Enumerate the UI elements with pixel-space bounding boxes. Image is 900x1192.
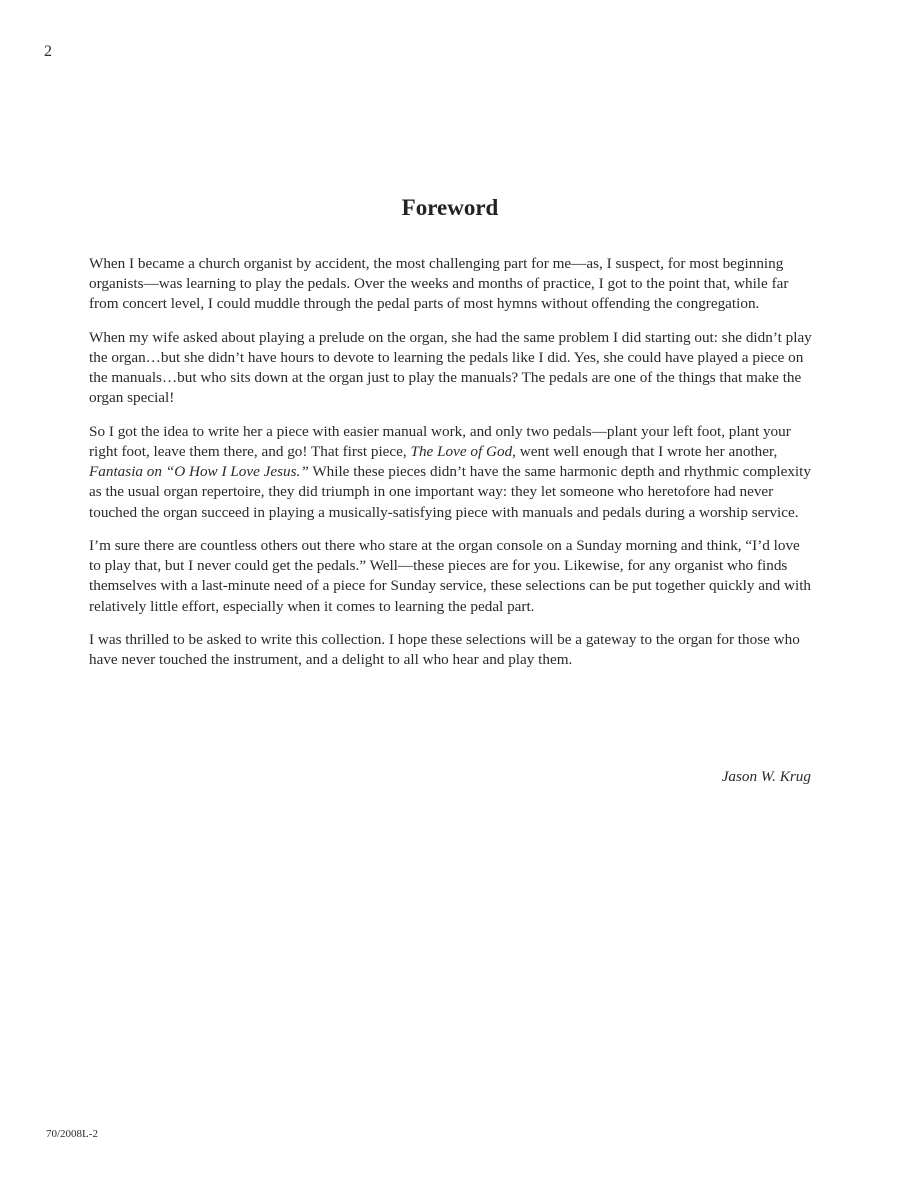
paragraph-text: When my wife asked about playing a prelude on the organ, she had the same problem I did starting out: she didn’t play the organ…but she didn’t have hours to devote to learning the pedals like I did. Yes, she could have played a piece on the manuals…but who sits down at the organ just to play the manuals? The pedals are one of the things that make the organ special! <box>89 328 812 407</box>
paragraph-text: While these pieces didn’t have the same harmonic depth and rhythmic complexity as the usual organ repertoire, they did triumph in one important way: they let someone who heretofore had never touched the organ succeed in playing a musically-satisfying piece with manuals and pedals during a worship service. <box>89 463 811 521</box>
paragraph-text: , went well enough that I wrote her another, <box>512 443 778 460</box>
paragraph-2 <box>89 328 813 409</box>
author-signature: Jason W. Krug <box>721 768 811 785</box>
paragraph-3 <box>89 422 813 523</box>
piece-title-fantasia: Fantasia on “O How I Love Jesus.” <box>89 463 309 481</box>
paragraph-1 <box>89 254 813 315</box>
paragraph-text: I’m sure there are countless others out there who stare at the organ console on a Sunday morning and think, “I’d love to play that, but I never could get the pedals.” Well—these pieces are for you. Likewise, for any organist who finds themselves with a last-minute need of a piece for Sunday service, these selections can be put together quickly and with relatively little effort, especially when it comes to learning the pedal part. <box>89 537 812 615</box>
paragraph-text: I was thrilled to be asked to write this collection. I hope these selections will be a gateway to the organ for those who have never touched the instrument, and a delight to all who hear and play them. <box>89 631 800 669</box>
foreword-body <box>89 254 813 684</box>
paragraph-text: When I became a church organist by accident, the most challenging part for me—as, I suspect, for most beginning organists—was learning to play the pedals. Over the weeks and months of practice, I got to the point that, while far from concert level, I could muddle through the pedal parts of most hymns without offending the congregation. <box>89 255 789 313</box>
paragraph-text: So I got the idea to write her a piece with easier manual work, and only two pedals—plant your left foot, plant your right foot, leave them there, and go! That first piece, <box>89 422 791 460</box>
paragraph-4 <box>89 536 813 617</box>
piece-title-love-of-god: The Love of God <box>410 443 513 460</box>
paragraph-5 <box>89 630 813 670</box>
page-title: Foreword <box>401 195 499 220</box>
catalog-number: 70/2008L-2 <box>46 1128 98 1140</box>
page-number: 2 <box>44 43 52 60</box>
